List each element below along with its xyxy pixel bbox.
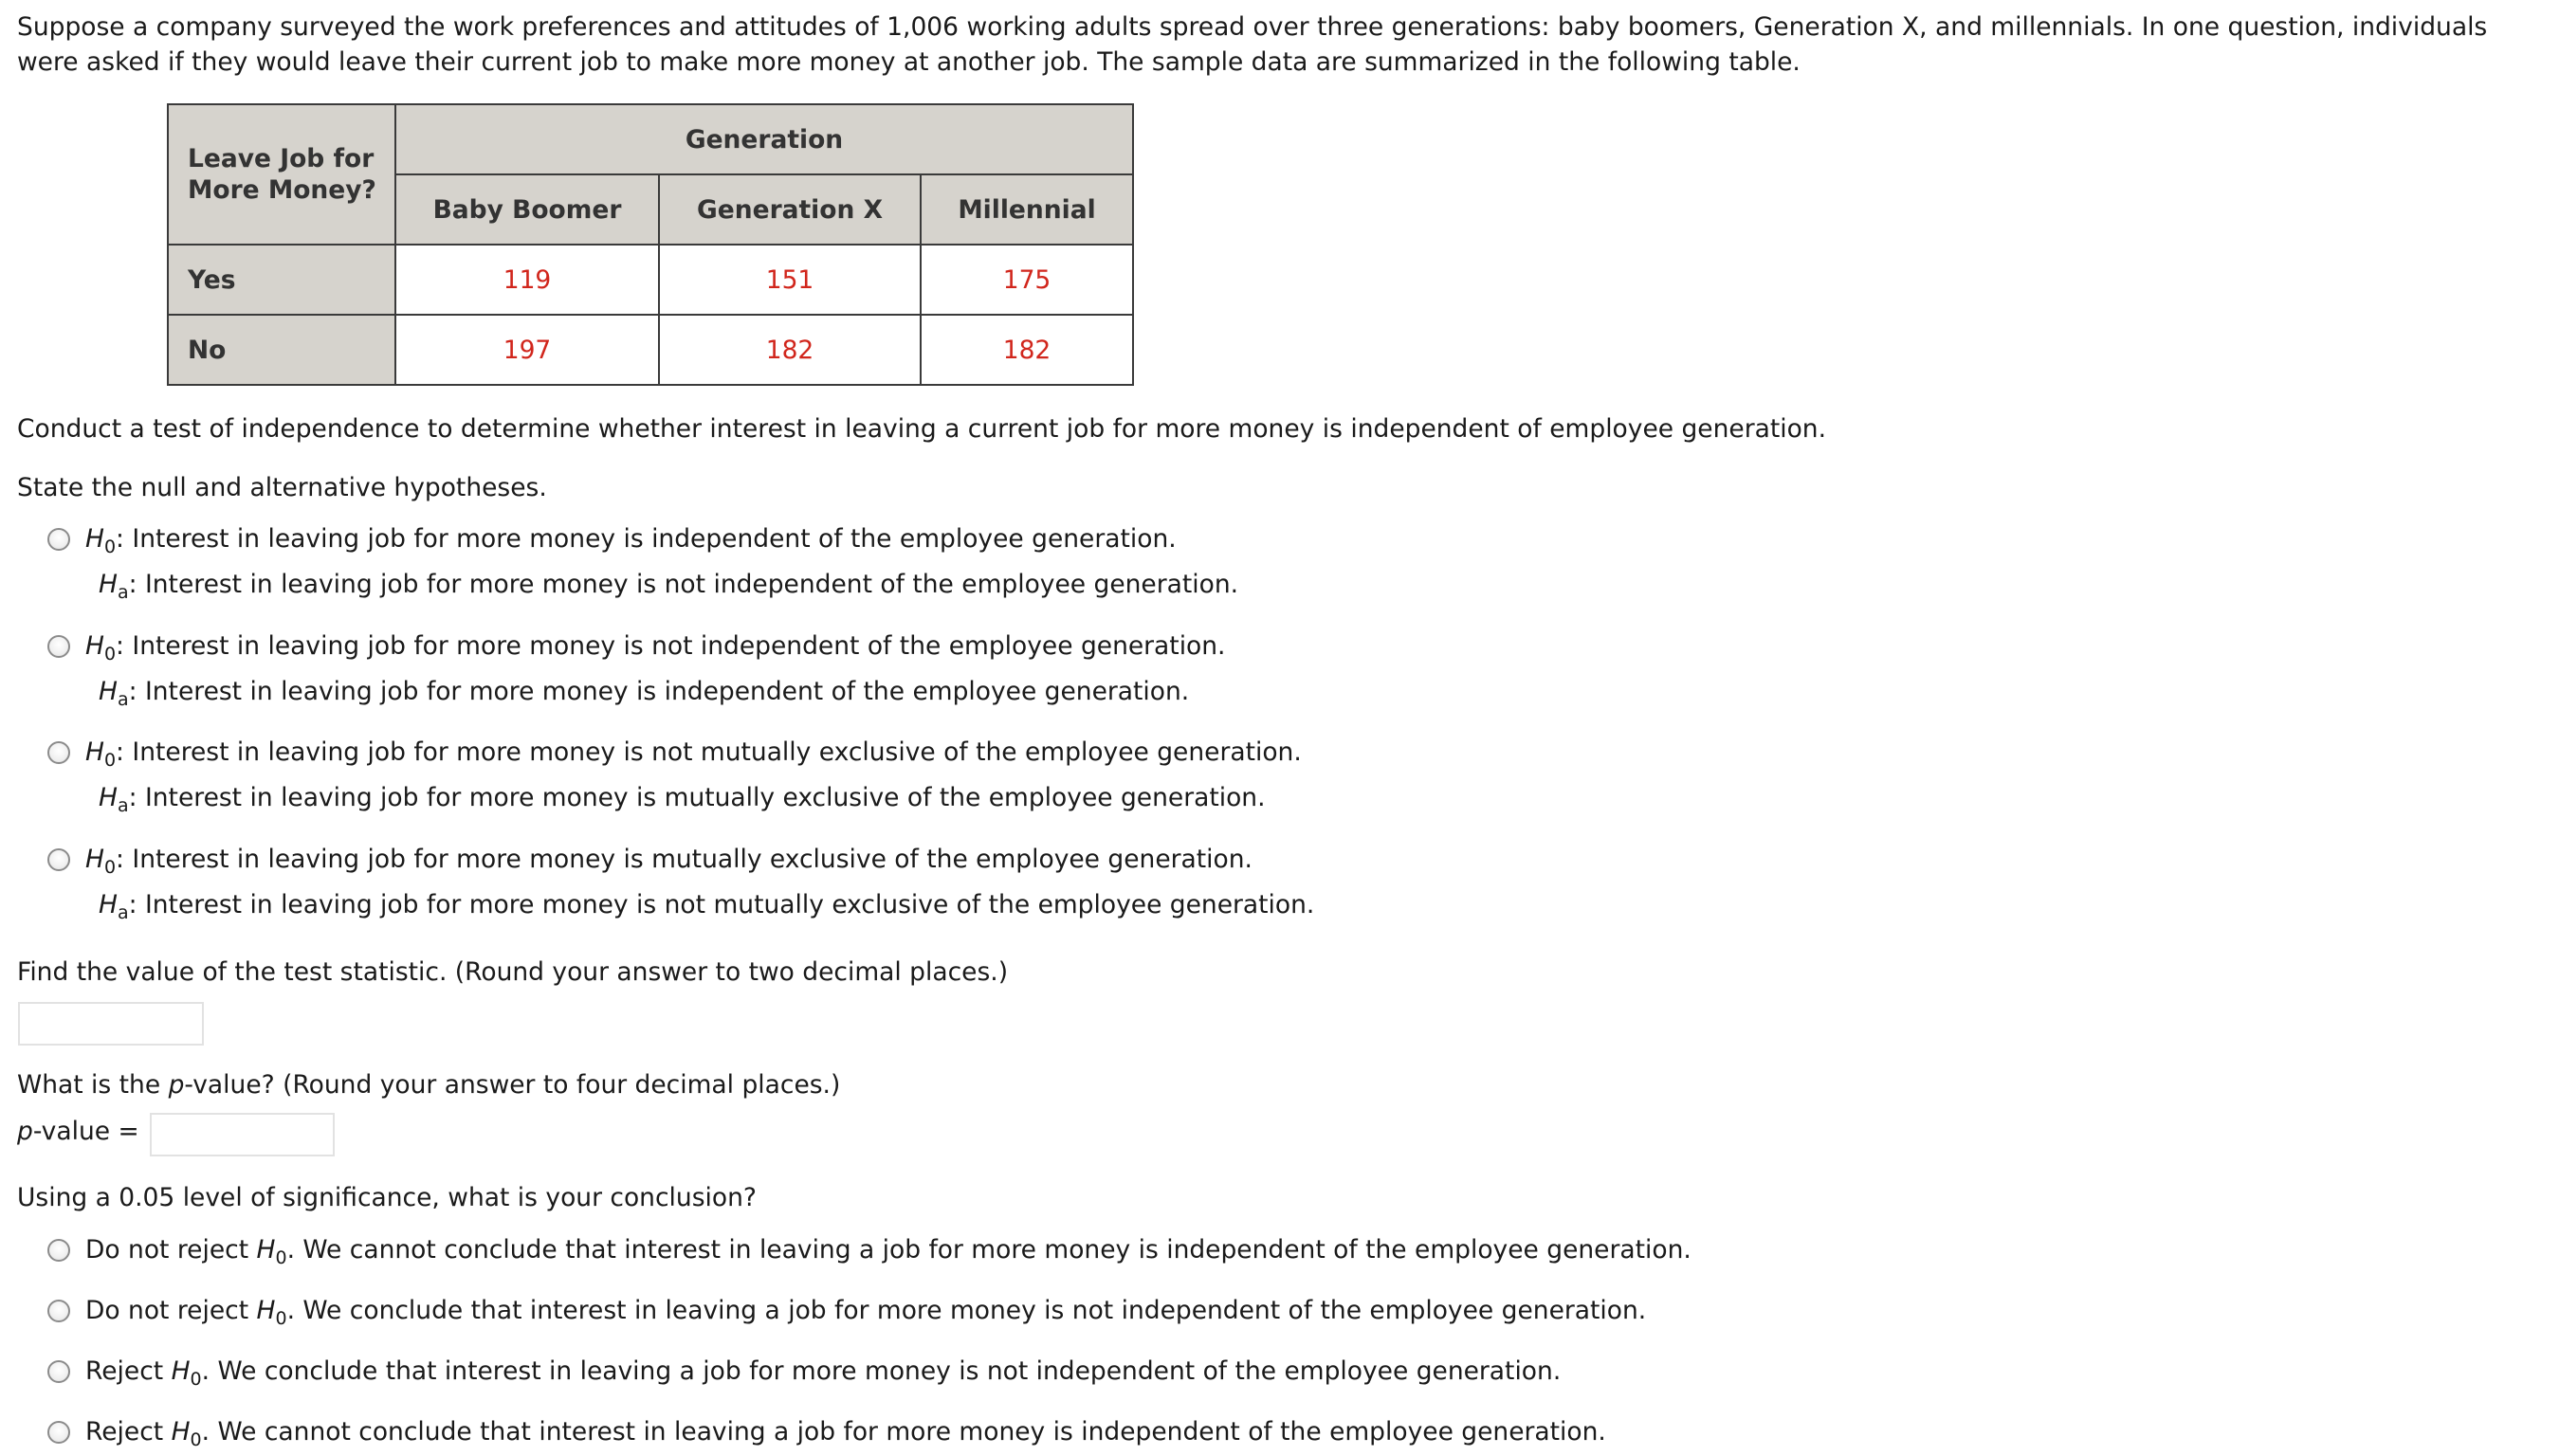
column-header-baby-boomer: Baby Boomer xyxy=(395,174,659,245)
radio-button[interactable] xyxy=(47,741,70,764)
conclusion-text: . We conclude that interest in leaving a job for more money is not independent of the employee generation. xyxy=(201,1356,1562,1386)
table-cell: 175 xyxy=(921,245,1133,315)
radio-button[interactable] xyxy=(47,1300,70,1322)
table-corner-header xyxy=(168,104,395,245)
radio-button[interactable] xyxy=(47,1239,70,1262)
table-cell: 182 xyxy=(921,315,1133,385)
test-statistic-input[interactable] xyxy=(18,1002,204,1046)
generation-header: Generation xyxy=(395,104,1133,174)
null-hypothesis-text: : Interest in leaving job for more money is independent of the employee generation. xyxy=(116,524,1177,554)
question-page: Suppose a company surveyed the work preferences and attitudes of 1,006 working adults spread over three generations: baby boomers, Generation X, and millennials. In one question, individuals were asked if they would leave their current job to make more money at another job. The sample data are summarized in the following table. Leave Job for More Money? Generation Baby Boomer Generation X Millennial Yes 119 151 175 No 197 182 182 Conduct a test of independence to determine whether interest in leaving a current job for more money is independent of employee generation. State the null and alternative hypotheses. $H_0$: Interest in leaving job for more money is independent of the employee generation. $H_a$: Interest in leaving job for more money is not independent of the employee generation. $H_0$: Interest in leaving job for more money is not independent of the employee generation. $H_a$: Interest in leaving job for more money is independent of the employee generation. $H_0$: Interest in leaving job for more money is not mutually exclusive of the employee generation. $H_a$: Interest in leaving job for more money is mutually exclusive of the employee generation. $H_0$: Interest in leaving job for more money is mutually exclusive of the employee generation. $H_a$: Interest in leaving job for more money is not mutually exclusive of the employee generation. Find the value of the test statistic. (Round your answer to two decimal places.) What is the p-value? (Round your answer to four decimal places.) p-value = Using a 0.05 level of significance, what is your conclusion? Do not reject $H_0$. We cannot conclude that interest in leaving a job for more money is independent of the employee generation. Do not reject $H_0$. We conclude that interest in leaving a job for more money is not independent of the employee generation. Reject $H_0$. We conclude that interest in leaving a job for more money is not independent of the employee generation. Reject $H_0$. We cannot conclude that interest in leaving a job for more money is independent of the employee generation. xyxy=(0,0,2560,1456)
column-header-generation-x: Generation X xyxy=(659,174,921,245)
table-row xyxy=(168,315,1133,385)
null-hypothesis-text: : Interest in leaving job for more money is not independent of the employee generation. xyxy=(116,631,1226,661)
radio-button[interactable] xyxy=(47,528,70,551)
null-hypothesis-text: : Interest in leaving job for more money is not mutually exclusive of the employee generation. xyxy=(116,737,1302,767)
problem-intro: Suppose a company surveyed the work preferences and attitudes of 1,006 working adults spread over three generations: baby boomers, Generation X, and millennials. In one question, individuals were asked if they would leave their current job to make more money at another job. The sample data are summarized in the following table. xyxy=(17,12,2488,77)
radio-button[interactable] xyxy=(47,848,70,871)
alternative-hypothesis-text: : Interest in leaving job for more money is mutually exclusive of the employee generation. xyxy=(128,783,1266,812)
alternative-hypothesis-text: : Interest in leaving job for more money is independent of the employee generation. xyxy=(128,677,1190,706)
row-header-no: No xyxy=(168,315,395,385)
table-cell: 151 xyxy=(659,245,921,315)
conclusion-prompt: Using a 0.05 level of significance, what is your conclusion? xyxy=(17,1183,757,1212)
table-cell: 182 xyxy=(659,315,921,385)
corner-label: Leave Job for More Money? xyxy=(188,144,376,205)
hypotheses-prompt: State the null and alternative hypotheses. xyxy=(17,473,547,502)
table-cell: 119 xyxy=(395,245,659,315)
conclusion-text: . We cannot conclude that interest in leaving a job for more money is independent of the employee generation. xyxy=(286,1235,1691,1265)
contingency-table xyxy=(167,103,1134,386)
alternative-hypothesis-text: : Interest in leaving job for more money is not independent of the employee generation. xyxy=(128,570,1239,599)
table-cell: 197 xyxy=(395,315,659,385)
radio-button[interactable] xyxy=(47,1421,70,1444)
conclusion-text: . We cannot conclude that interest in leaving a job for more money is independent of the employee generation. xyxy=(201,1417,1606,1447)
pvalue-label: p-value = xyxy=(17,1117,139,1146)
pvalue-prompt: What is the p-value? (Round your answer to four decimal places.) xyxy=(17,1070,841,1100)
test-statistic-prompt: Find the value of the test statistic. (Round your answer to two decimal places.) xyxy=(17,957,1009,987)
radio-button[interactable] xyxy=(47,1360,70,1383)
null-hypothesis-text: : Interest in leaving job for more money is mutually exclusive of the employee generation. xyxy=(116,845,1253,874)
alternative-hypothesis-text: : Interest in leaving job for more money is not mutually exclusive of the employee generation. xyxy=(128,890,1315,919)
table-row xyxy=(168,245,1133,315)
column-header-millennial: Millennial xyxy=(921,174,1133,245)
conclusion-text: . We conclude that interest in leaving a job for more money is not independent of the employee generation. xyxy=(286,1296,1647,1325)
row-header-yes: Yes xyxy=(168,245,395,315)
pvalue-input[interactable] xyxy=(150,1113,335,1156)
radio-button[interactable] xyxy=(47,635,70,658)
test-instruction: Conduct a test of independence to determine whether interest in leaving a current job for more money is independent of employee generation. xyxy=(17,414,1827,444)
